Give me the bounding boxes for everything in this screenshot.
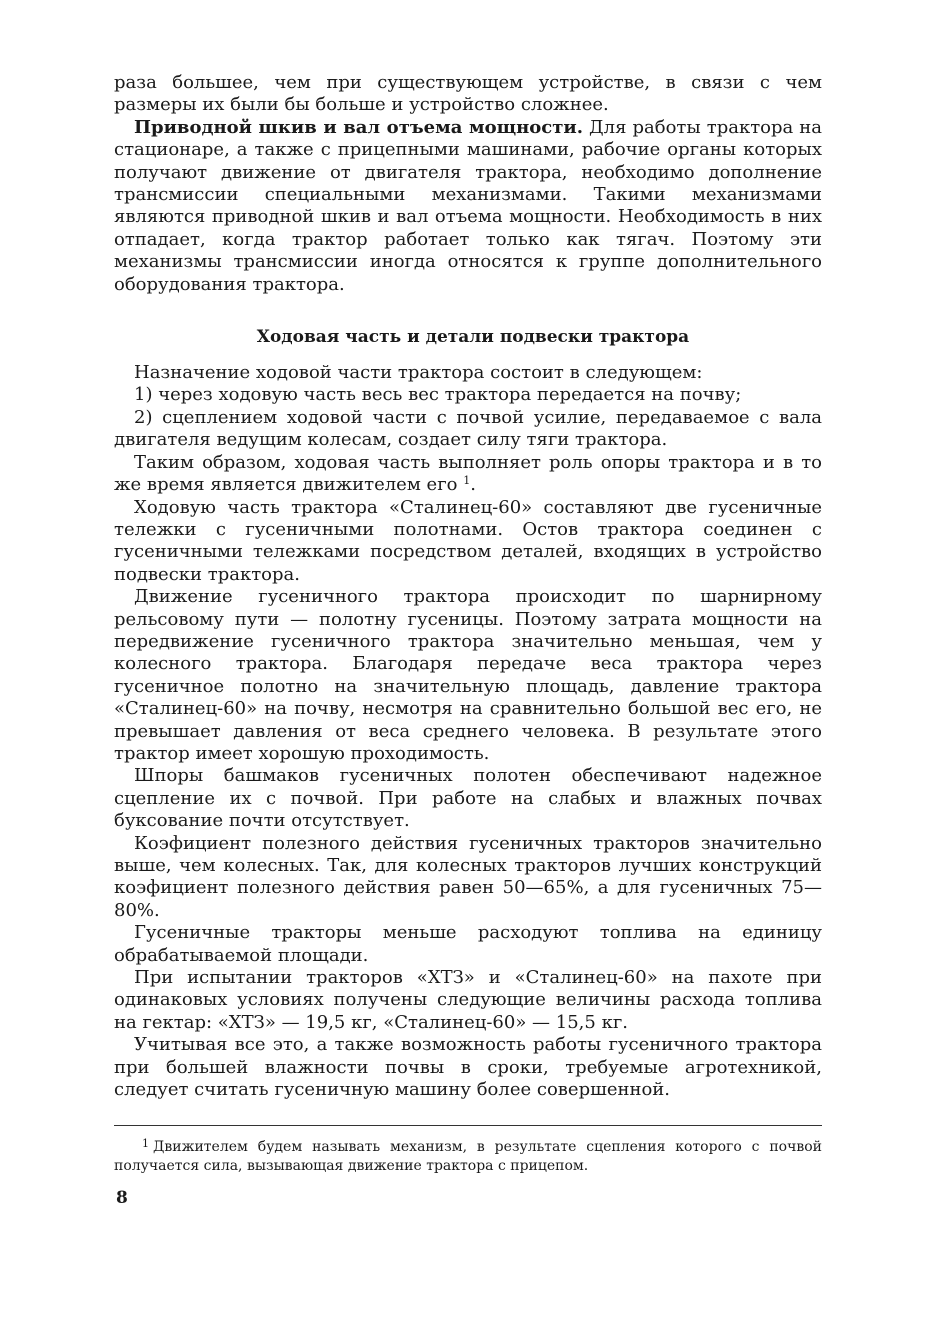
section-heading: Ходовая часть и детали подвески трактора [256,327,690,348]
paragraph-list-item-2: 2) сцеплением ходовой части с почвой усилие, передаваемое с вала двигателя ведущим колесам, создает силу тяги трактора. [114,406,822,451]
pulley-paragraph-text: Для работы трактора на стационаре, а также с прицепными машинами, рабочие органы которых получают движение от двигателя трактора, необходимо дополнение трансмиссии специальными механизмами. Такими механизмами являются приводной шкив и вал отъема мощности. Необходимость в них отпадает, когда трактор работает только как тягач. Поэтому эти механизмы трансмиссии иногда относятся к группе дополнительного оборудования трактора. [114,116,823,295]
paragraph-fuel: Гусеничные тракторы меньше расходуют топлива на единицу обрабатываемой площади. [114,922,822,966]
footnote-mark: 1 [142,1137,149,1151]
pulley-paragraph [114,117,822,296]
paragraph-grousers: Шпоры башмаков гусеничных полотен обеспечивают надежное сцепление их с почвой. При работе на слабых и влажных почвах буксование почти отсутствует. [114,765,822,832]
paragraph-efficiency: Коэфициент полезного действия гусеничных тракторов значительно выше, чем колесных. Так, для колесных тракторов лучших конструкций коэфициент полезного действия равен 50—65%, а для гусеничных 75—80%. [114,832,822,921]
page-number: 8 [116,1188,128,1208]
pulley-run-in-heading: Приводной шкив и вал отъема мощности. [134,116,584,138]
paragraph-purpose: Назначение ходовой части трактора состоит в следующем: [134,362,703,384]
paragraph-conclusion [114,452,822,497]
paragraph-movement: Движение гусеничного трактора происходит по шарнирному рельсовому пути — полотну гусеницы. Поэтому затрата мощности на передвижение гусеничного трактора значительно меньшая, чем у колесного трактора. Благодаря передаче веса трактора через гусеничное полотно на значительную площадь, давление трактора «Сталинец-60» на почву, несмотря на сравнительно большой вес его, не превышает давления от веса среднего человека. В результате этого трактор имеет хорошую проходимость. [114,586,822,764]
footnote-divider [114,1125,822,1126]
paragraph-conclusion-text: Таким образом, ходовая часть выполняет роль опоры трактора и в то же время является движителем его [114,451,822,496]
paragraph-list-item-1: 1) через ходовую часть весь вес трактора передается на почву; [134,384,742,406]
footnote-reference: 1 [463,474,471,488]
paragraph-tests: При испытании тракторов «ХТЗ» и «Сталинец-60» на пахоте при одинаковых условиях получены следующие величины расхода топлива на гектар: «ХТЗ» — 19,5 кг, «Сталинец-60» — 15,5 кг. [114,967,822,1033]
footnote-text: Движителем будем называть механизм, в результате сцепления которого с почвой получается сила, вызывающая движение трактора с прицепом. [114,1139,822,1175]
page-body [114,72,822,1176]
paragraph-running-gear: Ходовую часть трактора «Сталинец-60» составляют две гусеничные тележки с гусеничными полотнами. Остов трактора соединен с гусеничными тележками посредством деталей, входящих в устройство подвески трактора. [114,496,822,585]
paragraph-summary: Учитывая все это, а также возможность работы гусеничного трактора при большей влажности почвы в сроки, требуемые агротехникой, следует считать гусеничную машину более совершенной. [114,1034,822,1101]
continued-paragraph: раза большее, чем при существующем устройстве, в связи с чем размеры их были бы больше и устройство сложнее. [114,72,822,116]
footnote [114,1138,822,1176]
paragraph-conclusion-end: . [470,474,476,496]
